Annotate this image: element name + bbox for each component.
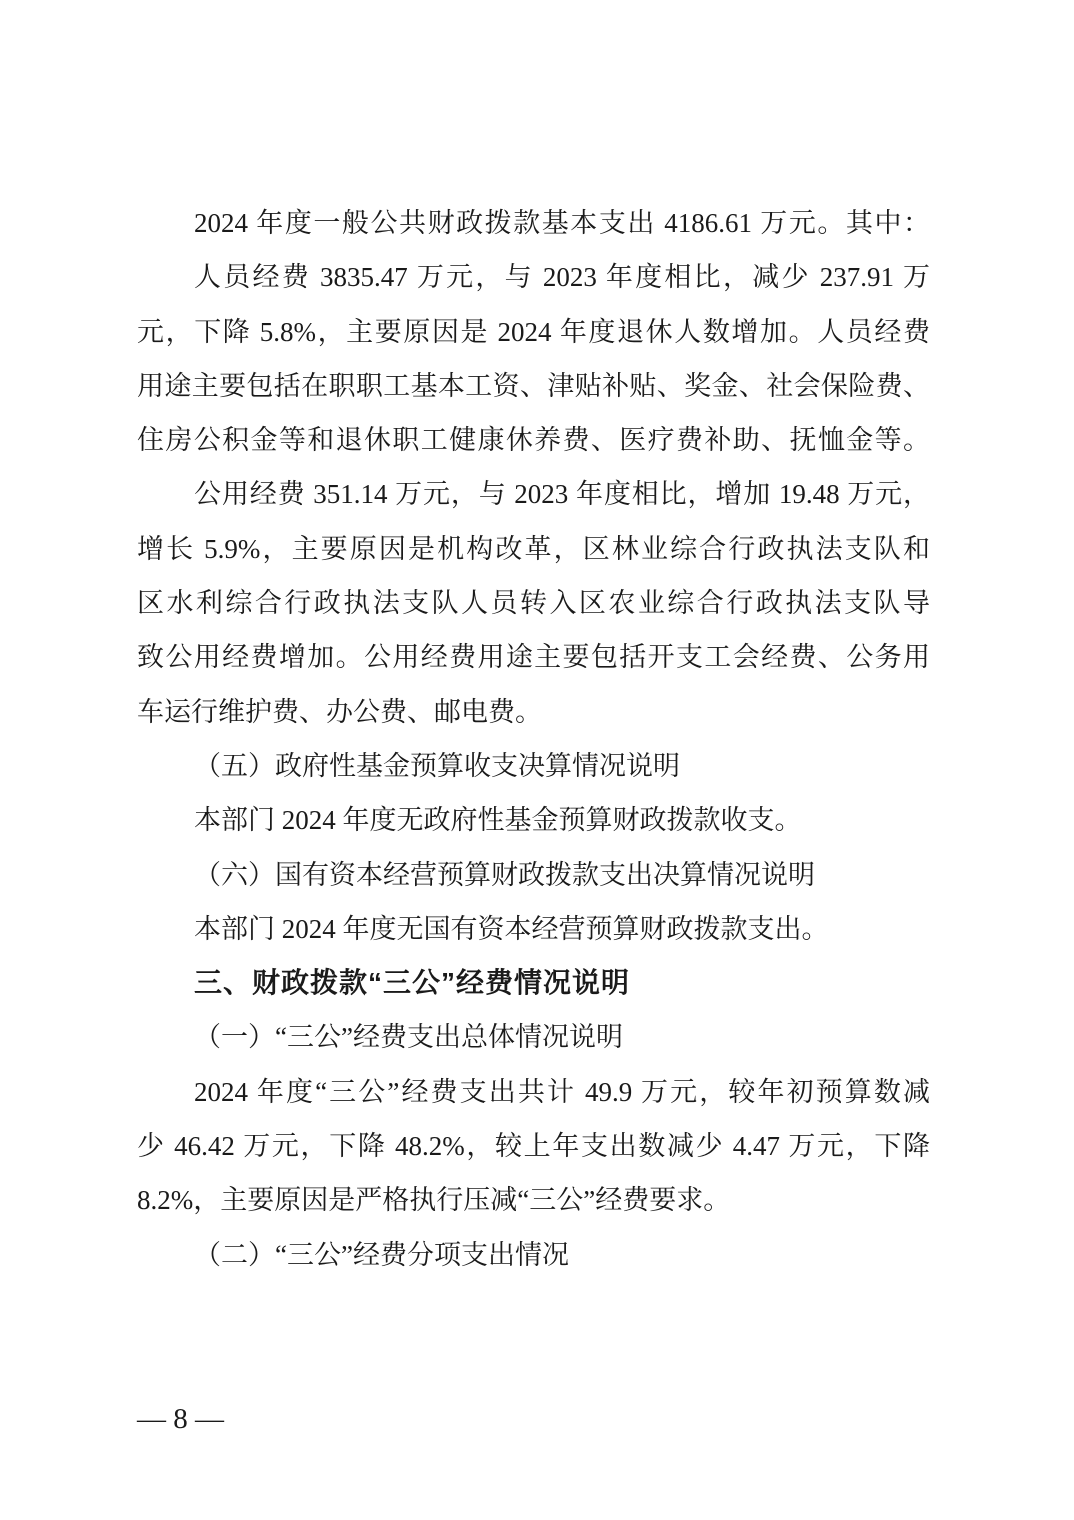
body-line: 人员经费 3835.47 万元，与 2023 年度相比，减少 237.91 万 (194, 262, 930, 293)
subsection-heading: （五）政府性基金预算收支决算情况说明 (194, 750, 680, 781)
body-line: 住房公积金等和退休职工健康休养费、医疗费补助、抚恤金等。 (137, 425, 930, 456)
page-number: — 8 — (137, 1403, 224, 1435)
body-line: 用途主要包括在职职工基本工资、津贴补贴、奖金、社会保险费、 (137, 370, 930, 401)
document-body (137, 196, 930, 1282)
body-line: 本部门 2024 年度无政府性基金预算财政拨款收支。 (194, 805, 802, 836)
body-line: 车运行维护费、办公费、邮电费。 (137, 696, 542, 727)
body-line: 致公用经费增加。公用经费用途主要包括开支工会经费、公务用 (137, 642, 930, 673)
body-line: 2024 年度一般公共财政拨款基本支出 4186.61 万元。其中： (194, 208, 930, 238)
body-line: 少 46.42 万元，下降 48.2%，较上年支出数减少 4.47 万元，下降 (137, 1131, 930, 1162)
subsection-heading: （一）“三公”经费支出总体情况说明 (194, 1022, 623, 1053)
body-line: 本部门 2024 年度无国有资本经营预算财政拨款支出。 (194, 913, 829, 944)
subsection-heading: （二）“三公”经费分项支出情况 (194, 1239, 569, 1270)
body-line: 增长 5.9%，主要原因是机构改革，区林业综合行政执法支队和 (137, 533, 930, 564)
body-line: 区水利综合行政执法支队人员转入区农业综合行政执法支队导 (137, 588, 930, 619)
section-heading: 三、财政拨款“三公”经费情况说明 (194, 967, 631, 999)
body-line: 公用经费 351.14 万元，与 2023 年度相比，增加 19.48 万元， (194, 479, 930, 510)
subsection-heading: （六）国有资本经营预算财政拨款支出决算情况说明 (194, 859, 815, 890)
body-line: 8.2%，主要原因是严格执行压减“三公”经费要求。 (137, 1185, 731, 1216)
body-line: 元，下降 5.8%，主要原因是 2024 年度退休人数增加。人员经费 (137, 316, 930, 347)
body-line: 2024 年度“三公”经费支出共计 49.9 万元，较年初预算数减 (194, 1076, 930, 1107)
